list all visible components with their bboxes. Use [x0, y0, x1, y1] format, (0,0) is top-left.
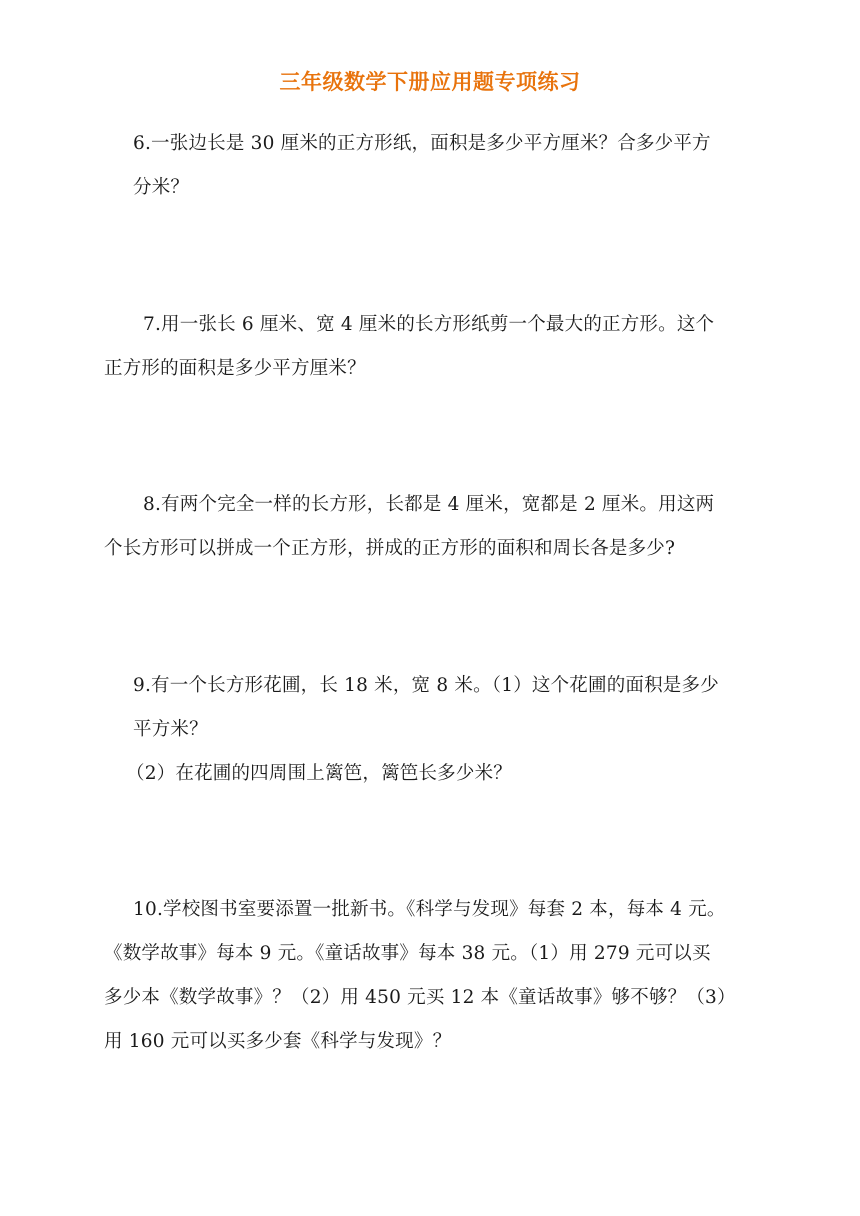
question-6-line-1: 6.一张边长是 30 厘米的正方形纸，面积是多少平方厘米？合多少平方	[133, 133, 711, 154]
question-8-line-1: 8.有两个完全一样的长方形，长都是 4 厘米，宽都是 2 厘米。用这两	[143, 494, 715, 515]
question-7-line-1: 7.用一张长 6 厘米、宽 4 厘米的长方形纸剪一个最大的正方形。这个	[143, 314, 715, 335]
question-10-line-1: 10.学校图书室要添置一批新书。《科学与发现》每套 2 本，每本 4 元。	[133, 899, 726, 920]
question-10-line-2: 《数学故事》每本 9 元。《童话故事》每本 38 元。（1）用 279 元可以买	[104, 943, 711, 964]
question-7-line-2: 正方形的面积是多少平方厘米？	[104, 358, 366, 379]
page-title: 三年级数学下册应用题专项练习	[279, 70, 581, 94]
question-10-line-3: 多少本《数学故事》？（2）用 450 元买 12 本《童话故事》够不够？（3）	[104, 987, 736, 1008]
question-8-line-2: 个长方形可以拼成一个正方形，拼成的正方形的面积和周长各是多少?	[104, 538, 676, 559]
question-9-line-2: 平方米？	[133, 719, 208, 740]
question-9-line-3: （2）在花圃的四周围上篱笆，篱笆长多少米？	[126, 763, 512, 784]
question-10-line-4: 用 160 元可以买多少套《科学与发现》？	[104, 1031, 452, 1052]
question-6-line-2: 分米？	[133, 177, 190, 198]
question-9-line-1: 9.有一个长方形花圃，长 18 米，宽 8 米。（1）这个花圃的面积是多少	[133, 675, 719, 696]
